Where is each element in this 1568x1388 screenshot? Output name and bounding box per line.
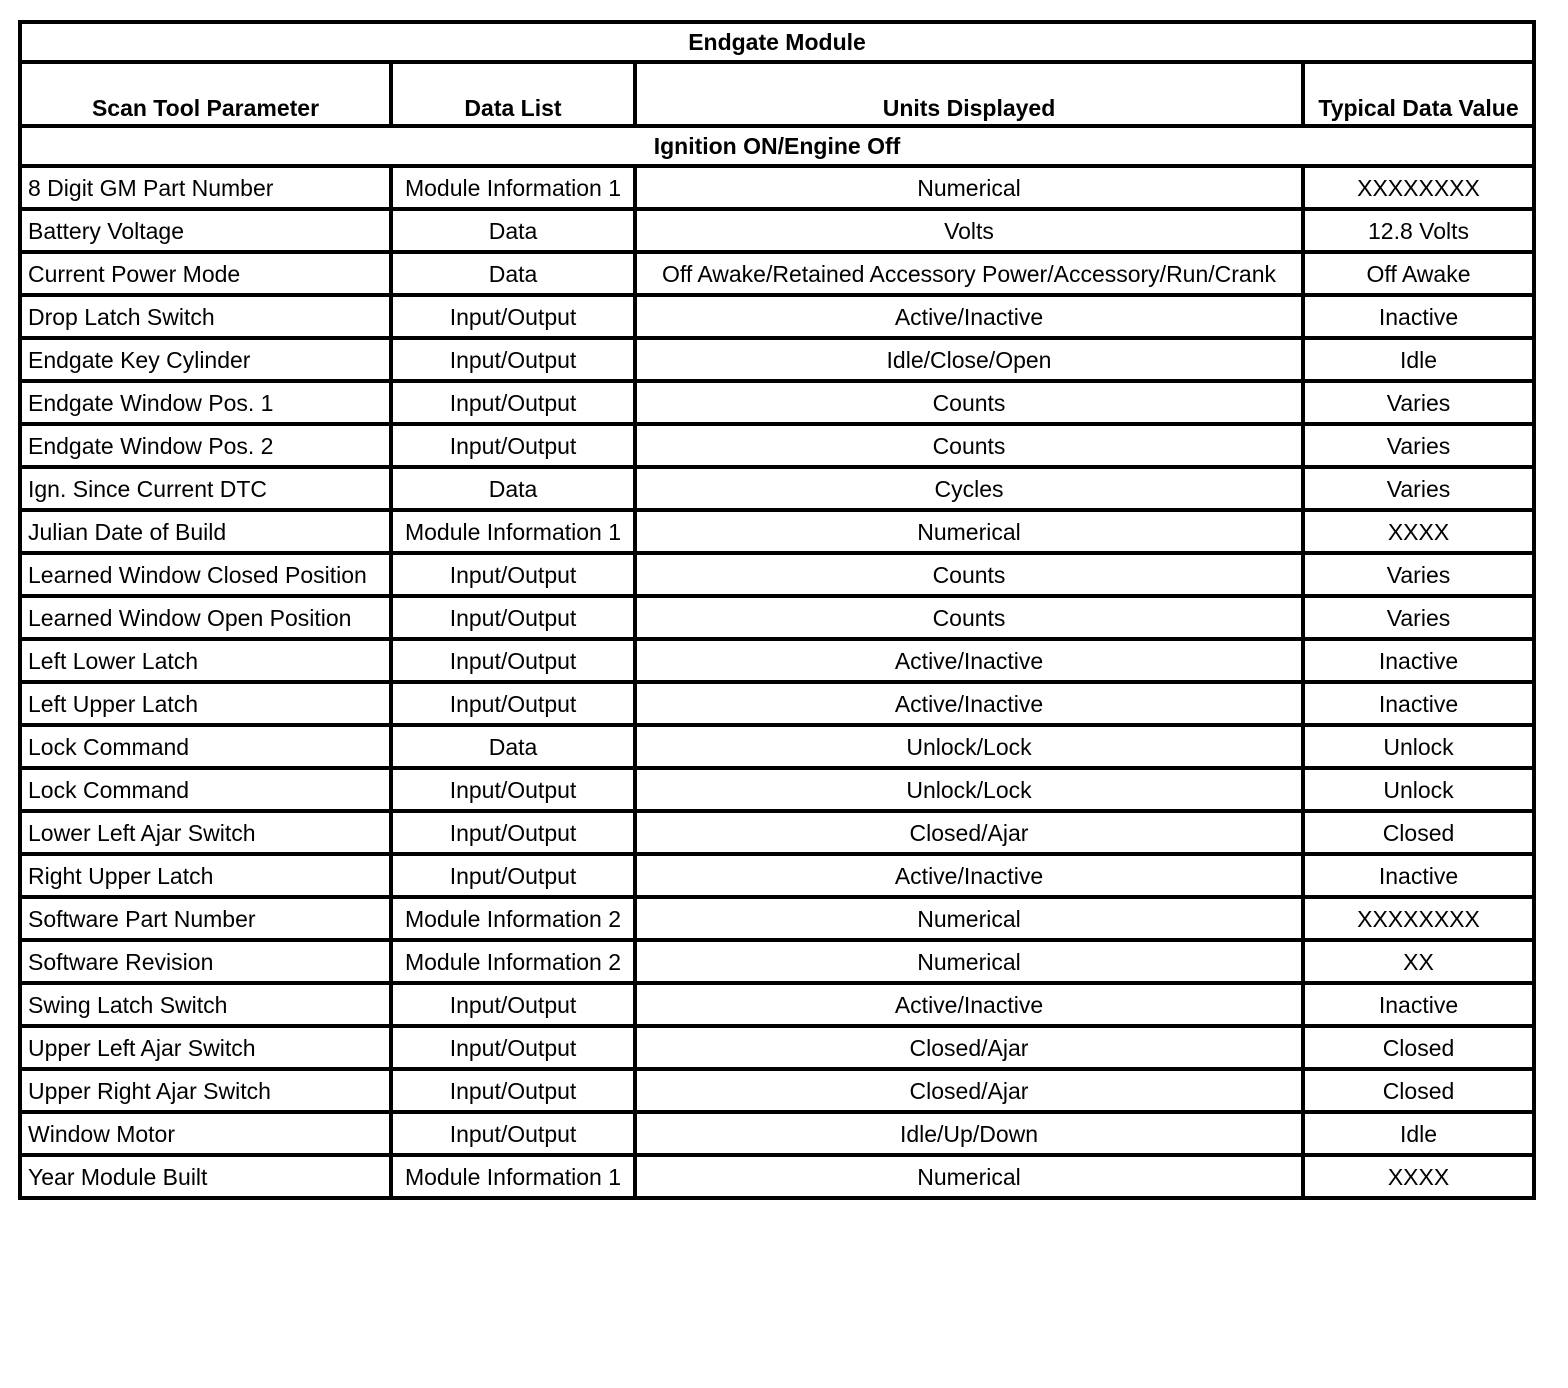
units-cell: Cycles (635, 467, 1303, 510)
data-list-cell: Input/Output (391, 682, 635, 725)
typical-value-cell: Varies (1303, 467, 1534, 510)
table-row (20, 166, 1534, 209)
table-row (20, 854, 1534, 897)
table-row (20, 1112, 1534, 1155)
typical-value-cell: Varies (1303, 424, 1534, 467)
units-cell: Active/Inactive (635, 983, 1303, 1026)
data-list-cell: Data (391, 252, 635, 295)
data-list-cell: Input/Output (391, 424, 635, 467)
header-data-list: Data List (391, 62, 635, 126)
units-cell: Active/Inactive (635, 639, 1303, 682)
units-cell: Volts (635, 209, 1303, 252)
data-list-cell: Input/Output (391, 1069, 635, 1112)
typical-value-cell: Varies (1303, 596, 1534, 639)
table-row (20, 1155, 1534, 1198)
table-row (20, 1026, 1534, 1069)
data-list-cell: Module Information 2 (391, 897, 635, 940)
table-row (20, 295, 1534, 338)
units-cell: Counts (635, 381, 1303, 424)
typical-value-cell: Inactive (1303, 682, 1534, 725)
data-list-cell: Input/Output (391, 811, 635, 854)
header-units-displayed: Units Displayed (635, 62, 1303, 126)
typical-value-cell: Idle (1303, 338, 1534, 381)
table-row (20, 209, 1534, 252)
units-cell: Counts (635, 553, 1303, 596)
param-cell: Lower Left Ajar Switch (20, 811, 391, 854)
table-row (20, 553, 1534, 596)
table-row (20, 940, 1534, 983)
param-cell: Endgate Key Cylinder (20, 338, 391, 381)
units-cell: Active/Inactive (635, 682, 1303, 725)
units-cell: Closed/Ajar (635, 1069, 1303, 1112)
units-cell: Idle/Up/Down (635, 1112, 1303, 1155)
data-list-cell: Module Information 1 (391, 166, 635, 209)
units-cell: Unlock/Lock (635, 725, 1303, 768)
table-row (20, 897, 1534, 940)
param-cell: Endgate Window Pos. 2 (20, 424, 391, 467)
typical-value-cell: Off Awake (1303, 252, 1534, 295)
param-cell: Endgate Window Pos. 1 (20, 381, 391, 424)
param-cell: Lock Command (20, 768, 391, 811)
units-cell: Unlock/Lock (635, 768, 1303, 811)
data-list-cell: Input/Output (391, 338, 635, 381)
table-row (20, 768, 1534, 811)
typical-value-cell: Unlock (1303, 768, 1534, 811)
units-cell: Counts (635, 424, 1303, 467)
data-list-cell: Module Information 2 (391, 940, 635, 983)
table-row (20, 725, 1534, 768)
header-typical-data-value: Typical Data Value (1303, 62, 1534, 126)
units-cell: Numerical (635, 940, 1303, 983)
typical-value-cell: Closed (1303, 811, 1534, 854)
data-list-cell: Data (391, 209, 635, 252)
data-list-cell: Input/Output (391, 1112, 635, 1155)
typical-value-cell: Closed (1303, 1026, 1534, 1069)
section-heading: Ignition ON/Engine Off (20, 126, 1534, 166)
data-list-cell: Input/Output (391, 639, 635, 682)
param-cell: Learned Window Closed Position (20, 553, 391, 596)
table-body (20, 166, 1534, 1198)
typical-value-cell: Inactive (1303, 295, 1534, 338)
table-row (20, 252, 1534, 295)
table-row (20, 983, 1534, 1026)
units-cell: Idle/Close/Open (635, 338, 1303, 381)
data-list-cell: Data (391, 725, 635, 768)
param-cell: Current Power Mode (20, 252, 391, 295)
typical-value-cell: Varies (1303, 553, 1534, 596)
table-row (20, 1069, 1534, 1112)
typical-value-cell: XXXXXXXX (1303, 897, 1534, 940)
data-list-cell: Input/Output (391, 596, 635, 639)
param-cell: 8 Digit GM Part Number (20, 166, 391, 209)
param-cell: Left Upper Latch (20, 682, 391, 725)
table-row (20, 424, 1534, 467)
units-cell: Counts (635, 596, 1303, 639)
typical-value-cell: Inactive (1303, 639, 1534, 682)
units-cell: Active/Inactive (635, 854, 1303, 897)
data-list-cell: Input/Output (391, 295, 635, 338)
typical-value-cell: XX (1303, 940, 1534, 983)
table-row (20, 467, 1534, 510)
param-cell: Upper Left Ajar Switch (20, 1026, 391, 1069)
units-cell: Numerical (635, 166, 1303, 209)
table-row (20, 338, 1534, 381)
param-cell: Swing Latch Switch (20, 983, 391, 1026)
units-cell: Active/Inactive (635, 295, 1303, 338)
units-cell: Numerical (635, 510, 1303, 553)
header-scan-tool-parameter: Scan Tool Parameter (20, 62, 391, 126)
units-cell: Off Awake/Retained Accessory Power/Accessory/Run/Crank (635, 252, 1303, 295)
param-cell: Drop Latch Switch (20, 295, 391, 338)
table-row (20, 682, 1534, 725)
data-list-cell: Module Information 1 (391, 1155, 635, 1198)
typical-value-cell: Unlock (1303, 725, 1534, 768)
table-row (20, 596, 1534, 639)
typical-value-cell: Varies (1303, 381, 1534, 424)
param-cell: Learned Window Open Position (20, 596, 391, 639)
data-list-cell: Module Information 1 (391, 510, 635, 553)
data-list-cell: Input/Output (391, 381, 635, 424)
param-cell: Julian Date of Build (20, 510, 391, 553)
param-cell: Battery Voltage (20, 209, 391, 252)
param-cell: Ign. Since Current DTC (20, 467, 391, 510)
param-cell: Software Part Number (20, 897, 391, 940)
typical-value-cell: XXXX (1303, 1155, 1534, 1198)
units-cell: Numerical (635, 897, 1303, 940)
table-row (20, 381, 1534, 424)
typical-value-cell: XXXX (1303, 510, 1534, 553)
typical-value-cell: Idle (1303, 1112, 1534, 1155)
data-list-cell: Data (391, 467, 635, 510)
param-cell: Window Motor (20, 1112, 391, 1155)
endgate-module-table (18, 20, 1536, 1200)
table-title: Endgate Module (20, 22, 1534, 62)
data-list-cell: Input/Output (391, 983, 635, 1026)
param-cell: Upper Right Ajar Switch (20, 1069, 391, 1112)
typical-value-cell: Inactive (1303, 983, 1534, 1026)
typical-value-cell: XXXXXXXX (1303, 166, 1534, 209)
table-row (20, 510, 1534, 553)
table-row (20, 811, 1534, 854)
typical-value-cell: 12.8 Volts (1303, 209, 1534, 252)
typical-value-cell: Inactive (1303, 854, 1534, 897)
data-list-cell: Input/Output (391, 553, 635, 596)
data-list-cell: Input/Output (391, 854, 635, 897)
param-cell: Left Lower Latch (20, 639, 391, 682)
param-cell: Lock Command (20, 725, 391, 768)
param-cell: Right Upper Latch (20, 854, 391, 897)
data-list-cell: Input/Output (391, 1026, 635, 1069)
param-cell: Software Revision (20, 940, 391, 983)
data-list-cell: Input/Output (391, 768, 635, 811)
table-row (20, 639, 1534, 682)
typical-value-cell: Closed (1303, 1069, 1534, 1112)
units-cell: Closed/Ajar (635, 1026, 1303, 1069)
units-cell: Numerical (635, 1155, 1303, 1198)
units-cell: Closed/Ajar (635, 811, 1303, 854)
param-cell: Year Module Built (20, 1155, 391, 1198)
